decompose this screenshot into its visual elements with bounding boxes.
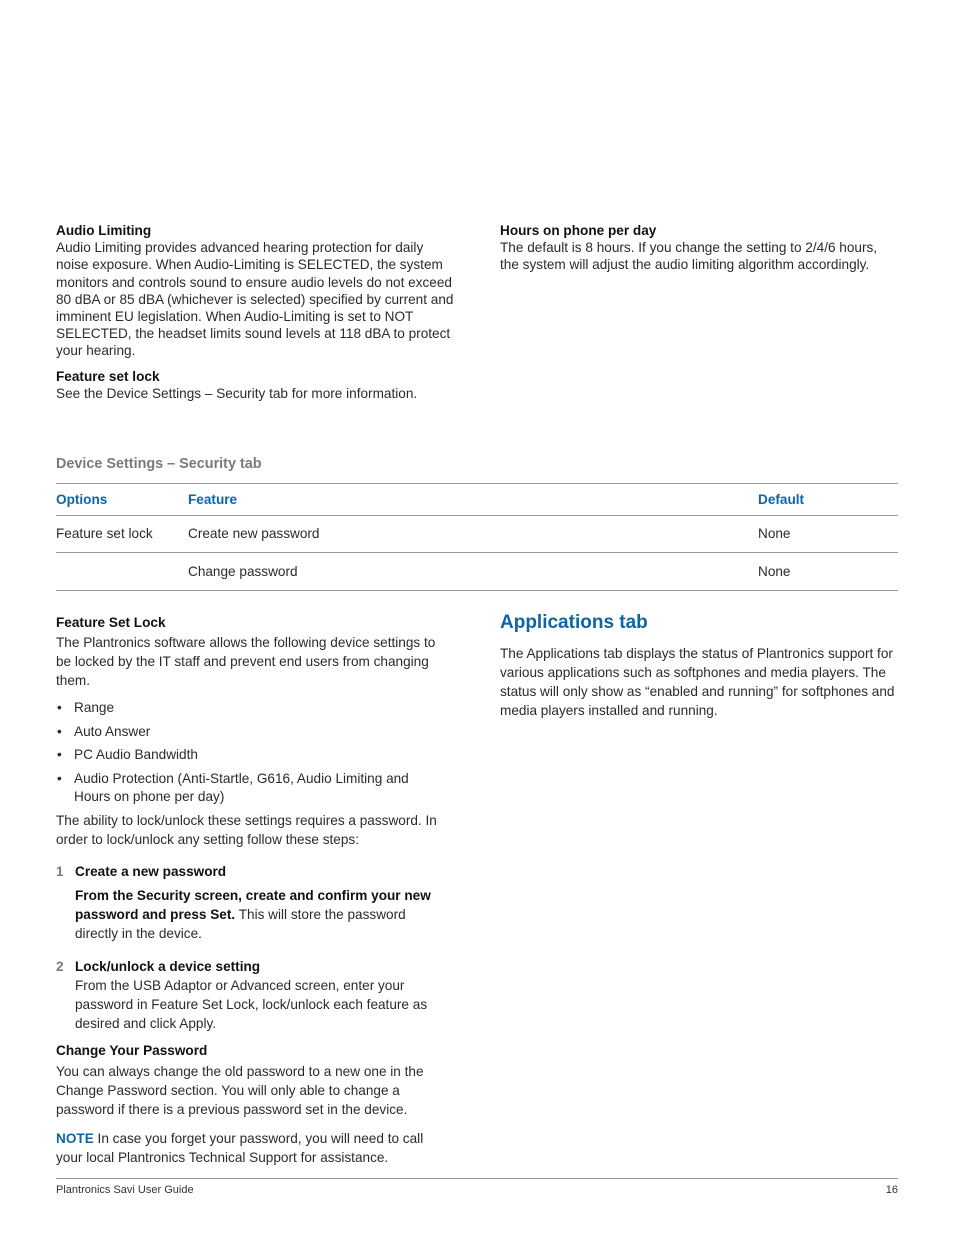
- step-body: From the Security screen, create and confirm your new password and press Set. This will store the password directly in the device.: [75, 888, 431, 941]
- bullet-icon: •: [57, 700, 62, 715]
- note-body: In case you forget your password, you will need to call your local Plantronics Technical Support for assistance.: [56, 1131, 424, 1165]
- step-lock-unlock: [56, 957, 446, 1033]
- feature-set-lock-heading: Feature Set Lock: [56, 615, 166, 630]
- step-title: Lock/unlock a device setting: [75, 959, 261, 974]
- applications-tab-title: Applications tab: [500, 612, 648, 633]
- hours-on-phone-section: [500, 222, 898, 274]
- audio-limiting-body: Audio Limiting provides advanced hearing protection for daily noise exposure. When Audio-Limiting is SELECTED, the system monitors and controls sound to ensure audio levels do not exceed 80 dBA or 85 dBA (whichever is selected) specified by current and imminent EU legislation. When Audio-Limiting is set to NOT SELECTED, the headset limits sound levels at 118 dBA to protect your hearing.: [56, 240, 454, 359]
- step-number: 1: [56, 864, 64, 879]
- feature-set-lock-intro: The Plantronics software allows the following device settings to be locked by the IT staff and prevent end users from changing them.: [56, 635, 436, 688]
- table-cell: None: [758, 563, 791, 579]
- step-create-password: [56, 862, 446, 943]
- note-label: NOTE: [56, 1131, 94, 1146]
- audio-limiting-section: [56, 222, 456, 360]
- list-item: • PC Audio Bandwidth: [57, 747, 198, 762]
- table-header-default: Default: [758, 491, 805, 507]
- bullet-icon: •: [57, 723, 62, 739]
- table-header-options: Options: [56, 491, 108, 507]
- note: [56, 1129, 436, 1167]
- table-cell: Create new password: [188, 526, 320, 542]
- hours-on-phone-body: The default is 8 hours. If you change the setting to 2/4/6 hours, the system will adjust the audio limiting algorithm accordingly.: [500, 240, 878, 273]
- bullet-icon: •: [57, 770, 62, 786]
- table-row: [56, 553, 898, 591]
- step-body: From the USB Adaptor or Advanced screen, enter your password in Feature Set Lock, lock/unlock each feature as desired and click Apply.: [75, 978, 428, 1031]
- feature-set-lock-section: [56, 614, 446, 1167]
- list-item: • Audio Protection (Anti-Startle, G616, Audio Limiting and Hours on phone per day): [57, 770, 409, 804]
- table-cell: None: [758, 526, 791, 542]
- footer-title: Plantronics Savi User Guide: [56, 1184, 194, 1196]
- hours-on-phone-heading: Hours on phone per day: [500, 223, 657, 238]
- list-item: • Auto Answer: [57, 723, 151, 739]
- table-cell: Change password: [188, 563, 298, 579]
- feature-set-lock-top-section: [56, 368, 456, 402]
- change-password-heading: Change Your Password: [56, 1043, 208, 1058]
- table-header-feature: Feature: [188, 491, 238, 507]
- bullet-icon: •: [57, 747, 62, 762]
- feature-set-lock-after: The ability to lock/unlock these settings requires a password. In order to lock/unlock any setting follow these steps:: [56, 813, 437, 847]
- security-table: [56, 483, 898, 591]
- applications-tab-section: [500, 612, 900, 720]
- list-item: • Range: [57, 700, 115, 715]
- page-number: 16: [885, 1184, 898, 1196]
- table-row: [56, 516, 898, 553]
- table-cell: [56, 553, 188, 591]
- table-header-row: [56, 484, 898, 516]
- audio-limiting-heading: Audio Limiting: [56, 223, 152, 238]
- security-table-title: Device Settings – Security tab: [56, 456, 262, 472]
- change-password-body: You can always change the old password to a new one in the Change Password section. You will only able to change a password if there is a previous password set in the device.: [56, 1064, 424, 1117]
- footer-divider: [56, 1178, 898, 1179]
- step-title: Create a new password: [75, 864, 227, 879]
- locked-settings-list: [56, 699, 446, 806]
- table-cell: Feature set lock: [56, 526, 153, 542]
- step-number: 2: [56, 959, 64, 974]
- feature-set-lock-top-heading: Feature set lock: [56, 369, 160, 384]
- applications-tab-body: The Applications tab displays the status of Plantronics support for various applications such as softphones and media players. The status will only show as “enabled and running” for softphones and media players installed and running.: [500, 646, 895, 718]
- feature-set-lock-top-body: See the Device Settings – Security tab for more information.: [56, 386, 418, 402]
